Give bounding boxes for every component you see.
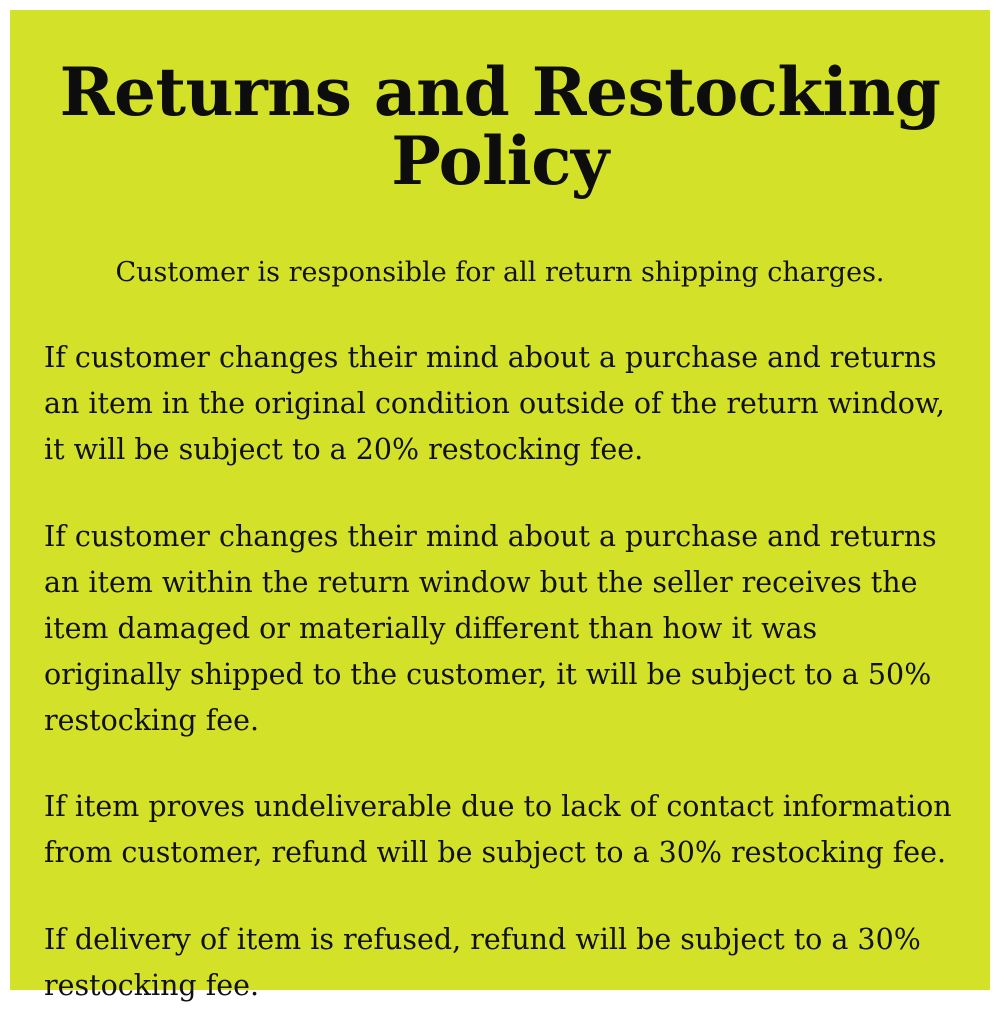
policy-lead-statement: Customer is responsible for all return shipping charges. bbox=[115, 256, 885, 288]
policy-paragraph-4: If delivery of item is refused, refund will be subject to a 30% restocking fee. bbox=[44, 922, 921, 1002]
policy-paragraph-3: If item proves undeliverable due to lack of contact information from customer, refund will be subject to a 30% restocking fee. bbox=[44, 790, 952, 870]
policy-paragraph-1: If customer changes their mind about a purchase and returns an item in the original condition outside of the return window, it will be subject to a 20% restocking fee. bbox=[44, 341, 945, 467]
policy-paragraph-2: If customer changes their mind about a purchase and returns an item within the return window but the seller receives the item damaged or materially different than how it was originally shipped to the customer, it will be subject to a 50% restocking fee. bbox=[44, 519, 937, 738]
policy-poster bbox=[10, 10, 990, 1002]
page-title: Returns and Restocking Policy bbox=[59, 53, 941, 201]
